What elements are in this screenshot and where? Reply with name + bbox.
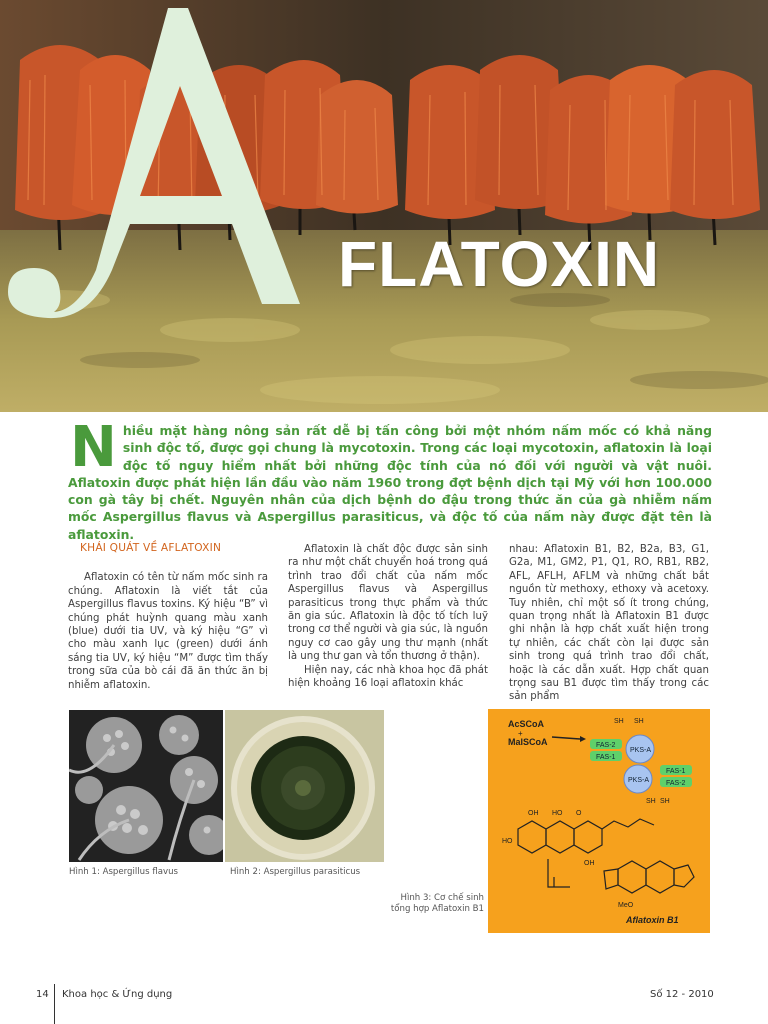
reactant-plus: + bbox=[518, 729, 523, 738]
meo-label: MeO bbox=[618, 902, 634, 909]
footer-divider bbox=[54, 984, 55, 1024]
sh-label-3: SH bbox=[646, 798, 656, 805]
title-text: FLATOXIN bbox=[338, 228, 661, 300]
magazine-name: Khoa học & Ứng dụng bbox=[62, 989, 173, 1000]
figure-2-image bbox=[225, 710, 384, 862]
intro-text: hiều mặt hàng nông sản rất dễ bị tấn công bởi một nhóm nấm mốc có khả năng sinh độc tố, được gọi chung là mycotoxin. Trong các loại mycotoxin, aflatoxin là loại độc tố nguy hiểm nhất bởi những độc tính của nó đối với người và vật nuôi. Aflatoxin được phát hiện lần đầu vào năm 1960 trong đợt bệnh dịch tại Mỹ với hơn 100.000 con gà tây bị chết. Nguyên nhân của dịch bệnh do đậu trong thức ăn của gà nhiễm nấm mốc Aspergillus flavus và Aspergillus parasiticus, và độc tố của nấm này được đặt tên là aflatoxin. bbox=[68, 423, 712, 542]
column-1 bbox=[68, 540, 268, 692]
figure-3-caption-line-2: tổng hợp Aflatoxin B1 bbox=[390, 904, 484, 914]
fas1-label: FAS-1 bbox=[596, 754, 616, 761]
fas2-label-2: FAS-2 bbox=[666, 780, 686, 787]
col2-paragraph-2: Hiện nay, các nhà khoa học đã phát hiện khoảng 16 loại aflatoxin khác bbox=[288, 664, 488, 690]
ho-label-2: HO bbox=[502, 838, 513, 845]
reactant-acscoa: AcSCoA bbox=[508, 719, 545, 729]
hero-banner bbox=[0, 0, 768, 412]
figure-3-biosynthesis-diagram bbox=[488, 709, 710, 933]
column-3 bbox=[509, 543, 709, 704]
sh-label-1: SH bbox=[614, 718, 624, 725]
aflatoxin-b1-structure bbox=[604, 861, 694, 893]
col3-paragraph-1: nhau: Aflatoxin B1, B2, B2a, B3, G1, G2a, M1, GM2, P1, Q1, RO, RB1, RB2, AFL, AFLH, AFLM và những chất bắt nguồn từ methoxy, ethoxy và acetoxy. Tuy nhiên, chỉ một số ít trong chúng, quan trọng nhất là Aflatoxin B1 được ghi nhận là hợp chất xuất hiện trong tự nhiên, các chất còn lại được sản sinh trong quá trình trao đổi chất, hoặc là các dẫn xuất. Hợp chất quan trọng sau B1 được tìm thấy trong các sản phẩm bbox=[509, 544, 709, 703]
arrow-1 bbox=[552, 737, 580, 739]
fas2-label: FAS-2 bbox=[596, 742, 616, 749]
sh-label-2: SH bbox=[634, 718, 644, 725]
col1-paragraph-1: Aflatoxin có tên từ nấm mốc sinh ra chúng. Aflatoxin là viết tắt của Aspergillus flavus toxins. Ký hiệu “B” vì chúng phát huỳnh quang màu xanh (blue) dưới tia UV, và ký hiệu “G” vì cho màu xanh lục (green) dưới ánh sáng tia UV, ký hiệu “M” được tìm thấy trong sữa của bò cái đã ăn thức ăn bị nhiễm aflatoxin. bbox=[68, 572, 268, 691]
oh-label-1: OH bbox=[528, 810, 539, 817]
intro-dropcap: N bbox=[70, 415, 117, 480]
ho-label-1: HO bbox=[552, 810, 563, 817]
figure-3-caption bbox=[378, 893, 484, 915]
arrow-2 bbox=[548, 859, 570, 887]
reactant-malscoa: MalSCoA bbox=[508, 737, 548, 747]
section-heading: KHÁI QUÁT VỀ AFLATOXIN bbox=[80, 542, 222, 554]
pksa-label-1: PKS-A bbox=[630, 747, 652, 754]
o-label-1: O bbox=[576, 810, 582, 817]
fas1-label-2: FAS-1 bbox=[666, 768, 686, 775]
figure-3-caption-line-1: Hình 3: Cơ chế sinh bbox=[400, 893, 484, 903]
issue-number: Số 12 - 2010 bbox=[650, 989, 714, 1000]
oh-label-2: OH bbox=[584, 860, 595, 867]
figure-2-caption: Hình 2: Aspergillus parasiticus bbox=[230, 867, 361, 877]
page-number: 14 bbox=[36, 989, 49, 1000]
column-2 bbox=[288, 543, 488, 690]
intermediate-structure bbox=[518, 819, 654, 853]
pksa-label-2: PKS-A bbox=[628, 777, 650, 784]
aspergillus-parasiticus-colony bbox=[225, 710, 384, 862]
title-initial-a bbox=[0, 0, 312, 340]
figure-1-image bbox=[69, 710, 223, 862]
intro-paragraph bbox=[68, 415, 712, 543]
col2-paragraph-1: Aflatoxin là chất độc được sản sinh ra như một chất chuyển hoá trong quá trình trao đổi chất của nấm mốc Aspergillus flavus và Aspergillus parasiticus trong thực phẩm và thức ăn gia súc. Aflatoxin là độc tố tích luỹ trong cơ thể người và gia súc, là nguồn nguy cơ cao gây ung thư mạnh (nhất là ung thư gan và tổn thương ở thận). bbox=[288, 544, 488, 663]
figure-1-caption: Hình 1: Aspergillus flavus bbox=[69, 867, 179, 877]
aspergillus-flavus-micrograph bbox=[69, 710, 223, 862]
sh-label-4: SH bbox=[660, 798, 670, 805]
product-label: Aflatoxin B1 bbox=[626, 915, 679, 925]
